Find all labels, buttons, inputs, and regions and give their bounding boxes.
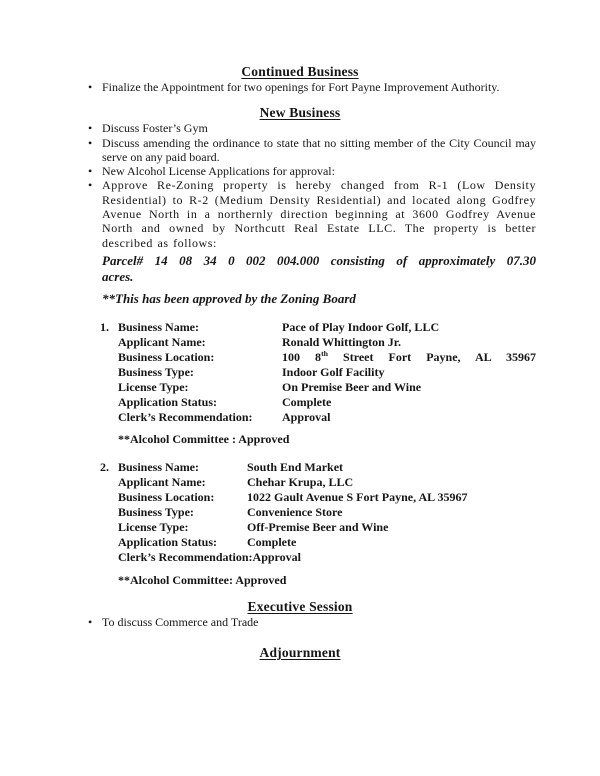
list-item-rezoning: • Approve Re-Zoning property is hereby changed from R-1 (Low Density Residential) to R-2 (Medium Density Residential) and located along Godfrey Avenue North in a northernly direction beginning at 3600 Godfrey Avenue North and owned by Northcutt Real Estate LLC. The property is better described as follows: <box>102 178 536 249</box>
field-label: License Type: <box>118 379 189 394</box>
section-title-new-business <box>0 105 600 121</box>
section-title-text: Continued Business <box>241 64 359 79</box>
field-label: Applicant Name: <box>118 474 206 489</box>
field-row-license-type <box>118 520 536 535</box>
field-row-applicant-name <box>118 475 536 490</box>
address-text: 100 8 <box>282 349 322 364</box>
field-row-application-status <box>118 395 536 410</box>
parcel-line: Parcel# 14 08 34 0 002 004.000 consisting of approximately 07.30 <box>102 252 536 268</box>
section-title-adjournment <box>0 645 600 661</box>
field-row-application-status <box>118 535 536 550</box>
list-item: • Finalize the Appointment for two openings for Fort Payne Improvement Authority. <box>102 80 536 94</box>
section-title-text: New Business <box>259 105 341 121</box>
field-value: Approval <box>282 409 331 424</box>
application-fields <box>118 320 536 425</box>
field-label: Application Status: <box>118 394 218 409</box>
alcohol-application-entry-1 <box>100 320 536 425</box>
field-value: 1022 Gault Avenue S Fort Payne, AL 35967 <box>247 489 468 504</box>
field-value: Approval <box>252 549 301 564</box>
field-label: Business Location: <box>118 349 215 364</box>
field-value: Indoor Golf Facility <box>282 364 385 379</box>
field-row-clerk-recommendation <box>118 410 536 425</box>
zoning-board-approval-note: **This has been approved by the Zoning Board <box>102 290 356 306</box>
field-row-license-type <box>118 380 536 395</box>
field-row-clerk-recommendation <box>118 550 536 565</box>
field-label: Business Location: <box>118 489 215 504</box>
field-value: Complete <box>282 394 332 409</box>
new-business-list <box>102 121 536 250</box>
field-value: Off-Premise Beer and Wine <box>247 519 389 534</box>
section-title-executive-session <box>0 599 600 615</box>
list-number: 1. <box>100 319 109 334</box>
field-value: South End Market <box>247 459 344 474</box>
field-value: On Premise Beer and Wine <box>282 379 422 394</box>
field-value <box>282 350 536 365</box>
list-item: • Discuss amending the ordinance to state that no sitting member of the City Council may serve on any paid board. <box>102 136 536 165</box>
parcel-line: acres. <box>102 268 134 284</box>
list-item: • To discuss Commerce and Trade <box>102 615 536 629</box>
section-title-text: Executive Session <box>247 598 353 614</box>
field-row-applicant-name <box>118 335 536 350</box>
list-item: • Discuss Foster’s Gym <box>102 121 536 135</box>
field-label: Clerk’s Recommendation: <box>118 549 253 564</box>
section-title-continued-business <box>0 64 600 80</box>
continued-business-list <box>102 80 536 94</box>
field-label: License Type: <box>118 519 189 534</box>
field-value: Ronald Whittington Jr. <box>282 334 402 349</box>
list-item: • New Alcohol License Applications for approval: <box>102 164 536 178</box>
executive-session-list <box>102 615 536 629</box>
field-row-business-location <box>118 350 536 365</box>
field-value: Complete <box>247 534 297 549</box>
field-value: Convenience Store <box>247 504 343 519</box>
ordinal-superscript: th <box>321 348 328 358</box>
alcohol-committee-note-1: **Alcohol Committee : Approved <box>118 431 290 446</box>
field-label: Application Status: <box>118 534 218 549</box>
field-row-business-type <box>118 365 536 380</box>
alcohol-committee-note-2: **Alcohol Committee: Approved <box>118 572 287 587</box>
field-value: Chehar Krupa, LLC <box>247 474 354 489</box>
field-row-business-type <box>118 505 536 520</box>
field-value: Pace of Play Indoor Golf, LLC <box>282 319 440 334</box>
field-label: Business Type: <box>118 504 194 519</box>
list-number: 2. <box>100 459 109 474</box>
field-label: Business Type: <box>118 364 194 379</box>
field-row-business-name <box>118 320 536 335</box>
field-row-business-name <box>118 460 536 475</box>
field-label: Clerk’s Recommendation: <box>118 409 253 424</box>
address-text: Street Fort Payne, AL 35967 <box>328 349 537 364</box>
application-fields <box>118 460 536 565</box>
alcohol-application-entry-2 <box>100 460 536 565</box>
field-label: Business Name: <box>118 459 200 474</box>
section-title-text: Adjournment <box>259 645 341 661</box>
field-label: Business Name: <box>118 319 200 334</box>
field-row-business-location <box>118 490 536 505</box>
parcel-description-note <box>102 253 536 285</box>
field-label: Applicant Name: <box>118 334 206 349</box>
